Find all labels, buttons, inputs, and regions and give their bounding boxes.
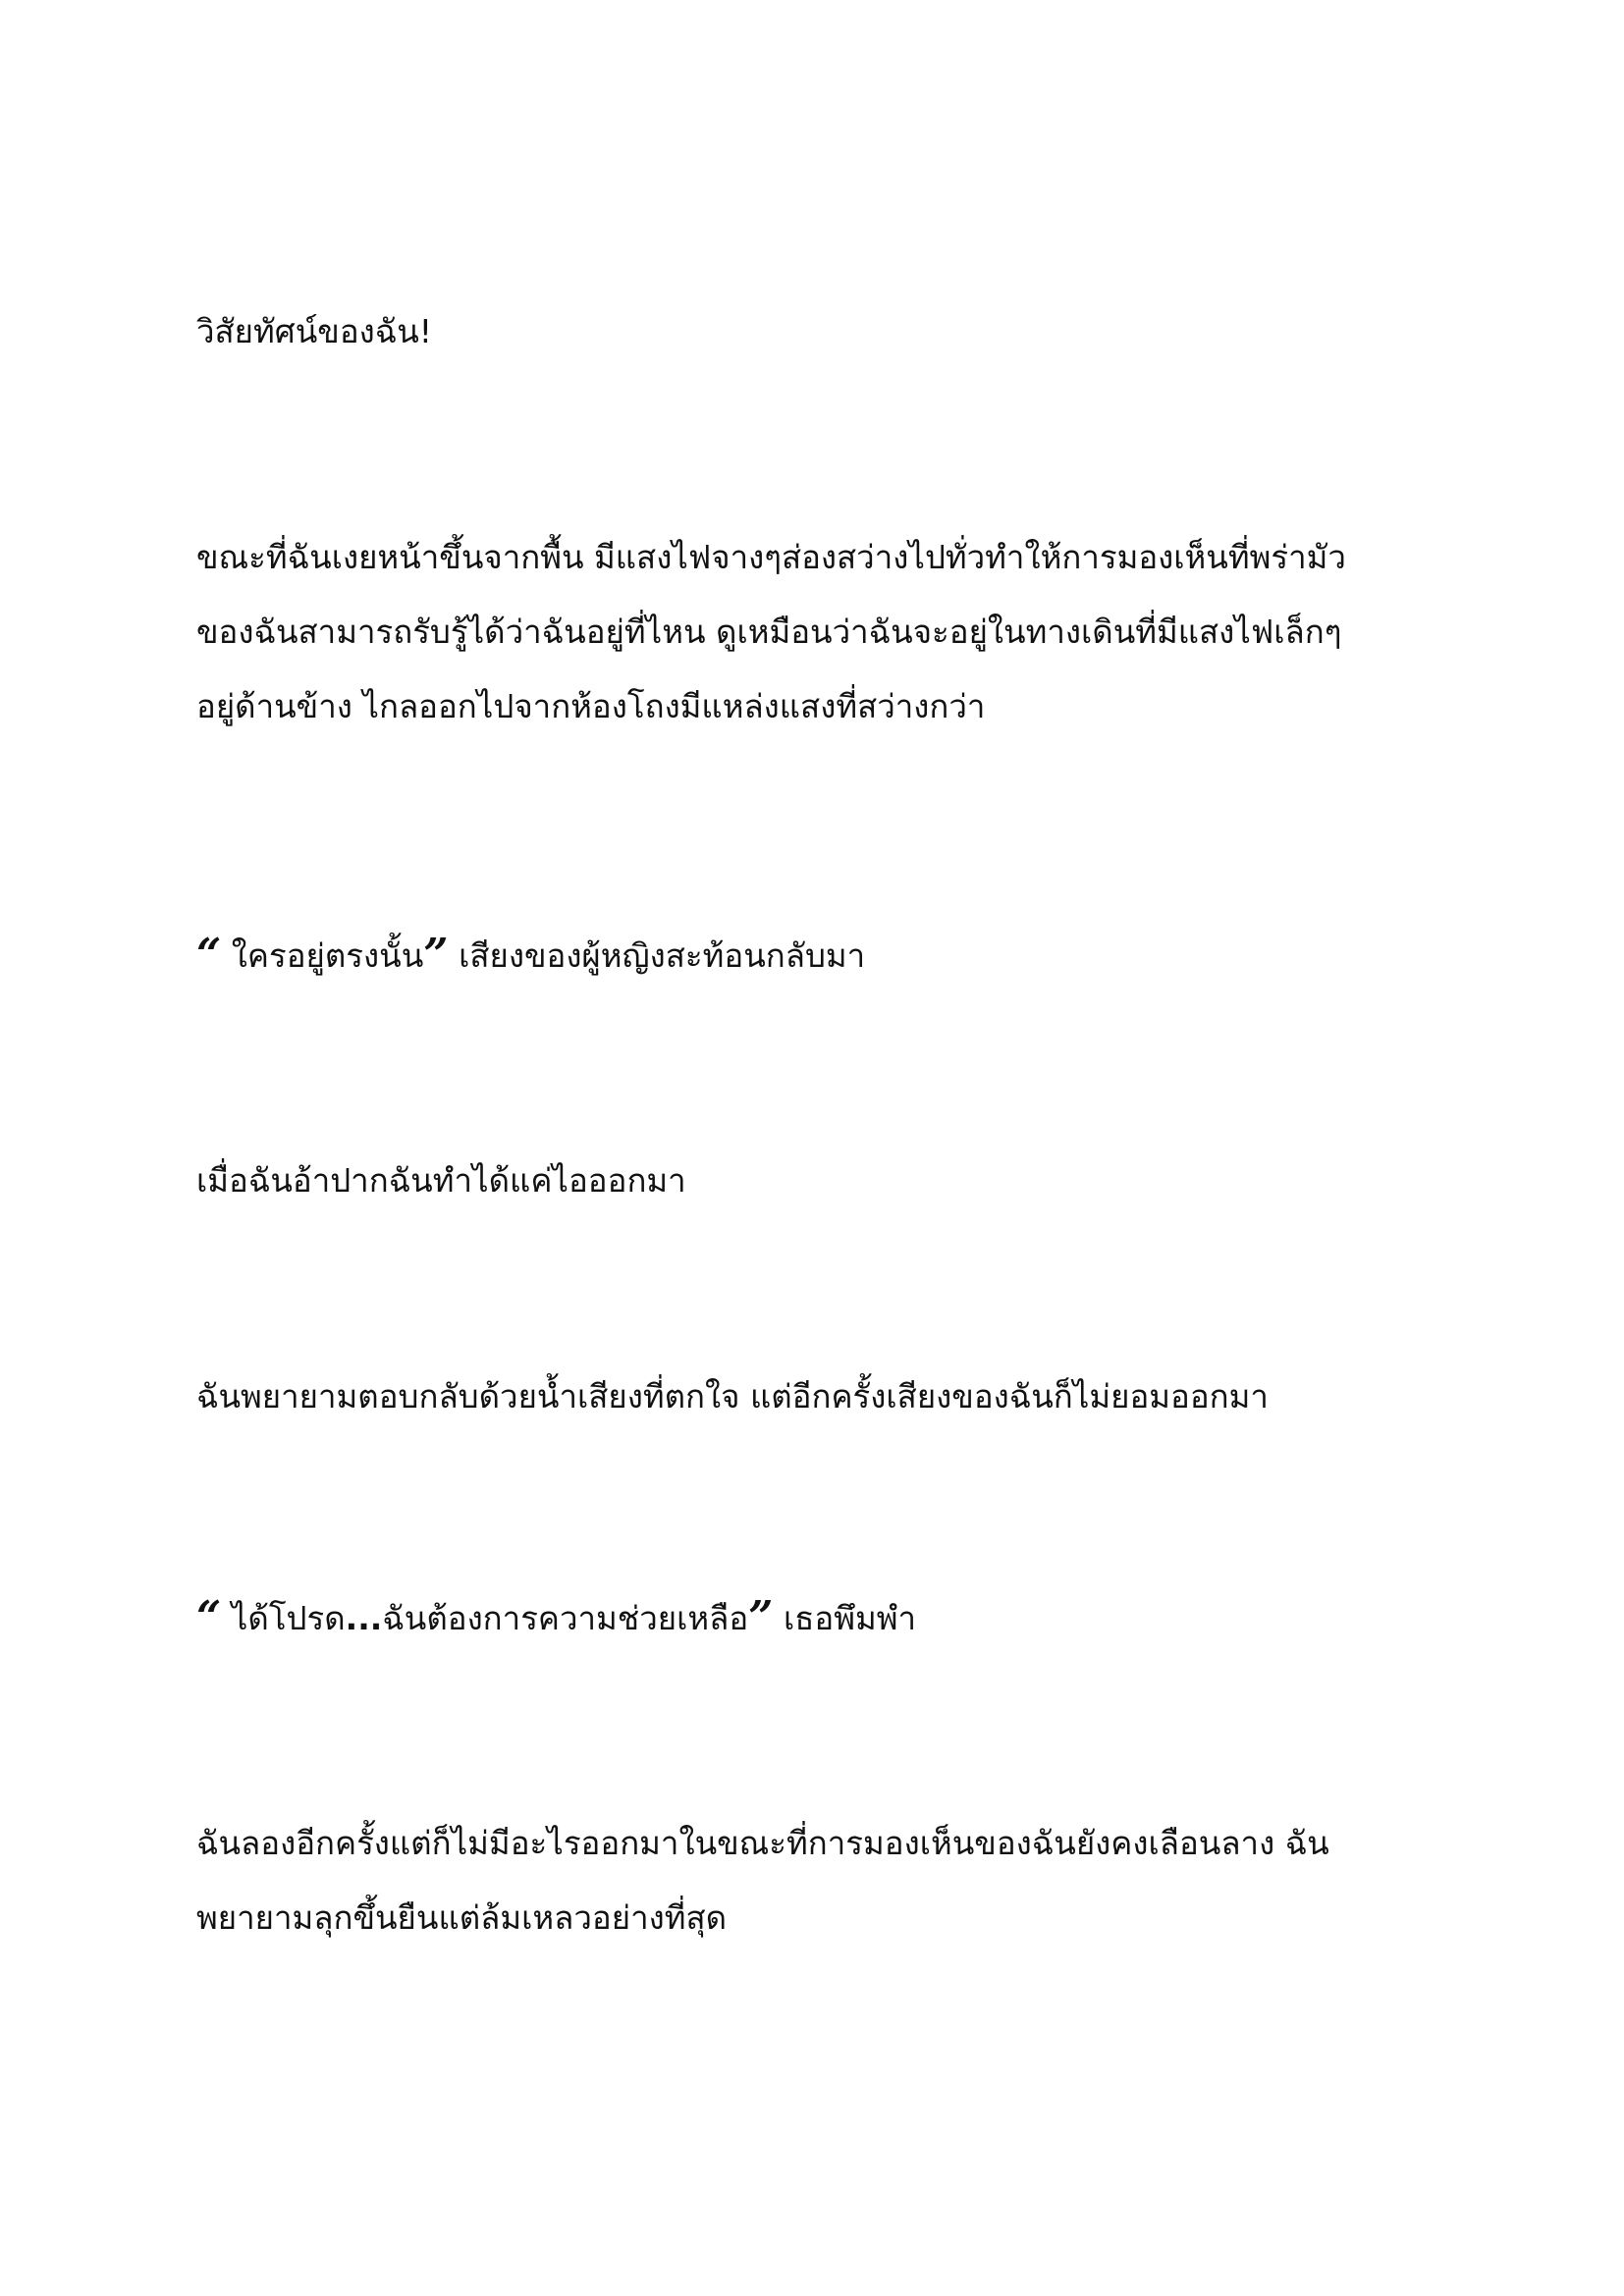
- text-line: [196, 918, 1434, 993]
- paragraph-reply-attempt: [196, 1360, 1434, 1434]
- paragraph-dialogue-2: [196, 1580, 1434, 1656]
- text-line: [196, 1580, 1434, 1656]
- text-line: ขณะที่ฉันเงยหน้าขึ้นจากพื้น มีแสงไฟจางๆส่องสว่างไปทั่วทำให้การมองเห็นที่พร่ามัว: [196, 538, 1346, 576]
- text-line: พยายามลุกขึ้นยืนแต่ล้มเหลวอย่างที่สุด: [196, 1898, 728, 1937]
- paragraph-awakening: [196, 520, 1434, 744]
- text-line: วิสัยทัศน์ของฉัน!: [196, 312, 433, 350]
- ellipsis: ...: [345, 1599, 383, 1637]
- text-line: ฉันลองอีกครั้งแต่ก็ไม่มีอะไรออกมาในขณะที่การมองเห็นของฉันยังคงเลือนลาง ฉัน: [196, 1824, 1329, 1862]
- text-line: ของฉันสามารถรับรู้ได้ว่าฉันอยู่ที่ไหน ดูเหมือนว่าฉันจะอยู่ในทางเดินที่มีแสงไฟเล็กๆ: [196, 613, 1342, 651]
- paragraph-final: [196, 1806, 1434, 1955]
- dialogue-speech: ได้โปรด: [221, 1599, 346, 1637]
- text-line: อยู่ด้านข้าง ไกลออกไปจากห้องโถงมีแหล่งแสงที่สว่างกว่า: [196, 687, 986, 725]
- dialogue-narration: เธอพึมพำ: [773, 1599, 916, 1637]
- text-line: ฉันพยายามตอบกลับด้วยน้ำเสียงที่ตกใจ แต่อีกครั้งเสียงของฉันก็ไม่ยอมออกมา: [196, 1377, 1269, 1415]
- paragraph-cough: [196, 1144, 1434, 1218]
- close-quote-mark: ”: [423, 930, 449, 980]
- close-quote-mark: ”: [748, 1592, 774, 1642]
- open-quote-mark: “: [196, 1592, 222, 1642]
- dialogue-speech: ใครอยู่ตรงนั้น: [221, 936, 424, 975]
- open-quote-mark: “: [196, 930, 222, 980]
- dialogue-narration: เสียงของผู้หญิงสะท้อนกลับมา: [448, 936, 866, 975]
- dialogue-speech: ฉันต้องการความช่วยเหลือ: [382, 1599, 749, 1637]
- paragraph-dialogue-1: [196, 918, 1434, 993]
- paragraph-heading: [196, 294, 1434, 369]
- text-line: เมื่อฉันอ้าปากฉันทำได้แค่ไอออกมา: [196, 1161, 686, 1200]
